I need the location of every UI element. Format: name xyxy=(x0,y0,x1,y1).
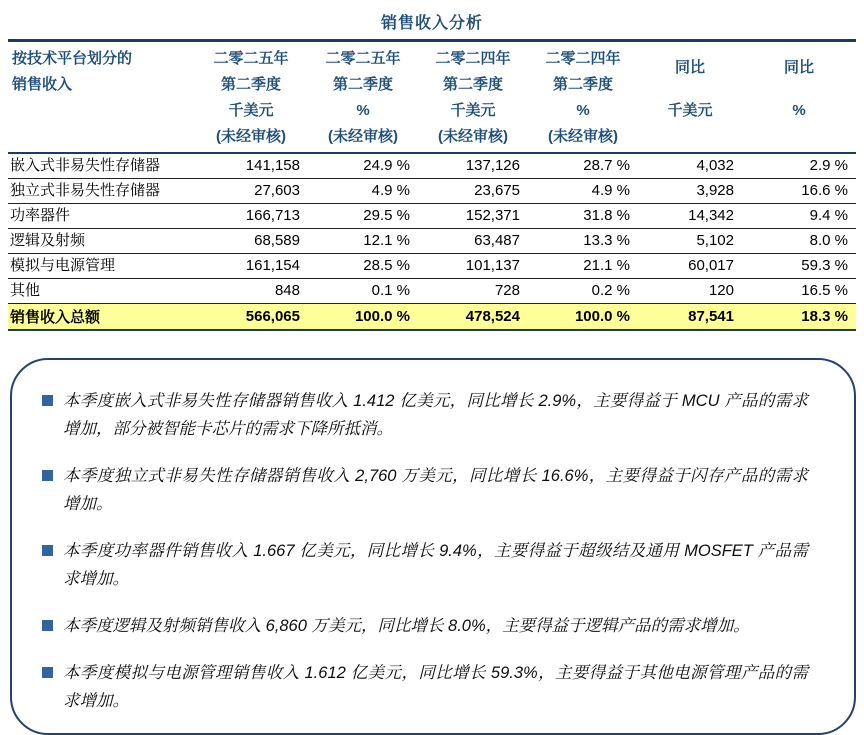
row-label: 独立式非易失性存储器 xyxy=(8,178,194,203)
row-label: 功率器件 xyxy=(8,203,194,228)
table-cell: 166,713 xyxy=(194,203,308,228)
table-cell: 100.0 % xyxy=(308,303,418,330)
column-header-line: 按技术平台划分的 xyxy=(12,50,133,67)
bullet-square-icon xyxy=(42,470,53,481)
note-text: 本季度模拟与电源管理销售收入 1.612 亿美元，同比增长 59.3%，主要得益于其他电源管理产品的需求增加。 xyxy=(63,664,808,710)
column-header-line: 二零二五年 xyxy=(325,50,401,67)
table-cell: 2.9 % xyxy=(742,153,856,178)
list-item xyxy=(42,387,808,443)
table-row xyxy=(8,178,856,203)
column-header-line: 第二季度 xyxy=(552,76,613,93)
table-row xyxy=(8,153,856,178)
row-label: 嵌入式非易失性存储器 xyxy=(8,153,194,178)
table-cell: 16.5 % xyxy=(742,278,856,303)
table-cell: 0.1 % xyxy=(308,278,418,303)
bullet-square-icon xyxy=(42,545,53,556)
page-title: 销售收入分析 xyxy=(380,15,483,32)
column-header-line: 千美元 xyxy=(450,102,496,119)
column-header-line: (未经审核) xyxy=(548,128,618,145)
table-cell: 5,102 xyxy=(638,228,742,253)
table-row xyxy=(8,203,856,228)
table-cell: 728 xyxy=(418,278,528,303)
table-cell: 23,675 xyxy=(418,178,528,203)
list-item xyxy=(42,659,808,715)
table-header-row xyxy=(8,41,856,154)
note-text: 本季度独立式非易失性存储器销售收入 2,760 万美元，同比增长 16.6%，主要得益于闪存产品的需求增加。 xyxy=(63,467,808,513)
table-cell: 141,158 xyxy=(194,153,308,178)
row-label: 逻辑及射频 xyxy=(8,228,194,253)
column-header-line: 第二季度 xyxy=(332,76,393,93)
column-header-2025q2-pct xyxy=(308,41,418,154)
column-header-line: 第二季度 xyxy=(220,76,281,93)
column-header-yoy-pct xyxy=(742,41,856,154)
table-cell: 161,154 xyxy=(194,253,308,278)
note-text: 本季度功率器件销售收入 1.667 亿美元，同比增长 9.4%，主要得益于超级结及通用 MOSFET 产品需求增加。 xyxy=(63,542,808,588)
row-label: 其他 xyxy=(8,278,194,303)
total-row-label: 销售收入总额 xyxy=(8,303,194,330)
column-header-line: (未经审核) xyxy=(438,128,508,145)
table-cell: 848 xyxy=(194,278,308,303)
column-header-2025q2-usd xyxy=(194,41,308,154)
table-cell: 27,603 xyxy=(194,178,308,203)
bullet-square-icon xyxy=(42,395,53,406)
table-cell: 24.9 % xyxy=(308,153,418,178)
note-text: 本季度嵌入式非易失性存储器销售收入 1.412 亿美元，同比增长 2.9%，主要得益于 MCU 产品的需求增加，部分被智能卡芯片的需求下降所抵消。 xyxy=(63,392,808,438)
list-item xyxy=(42,462,808,518)
table-cell: 68,589 xyxy=(194,228,308,253)
column-header-2024q2-usd xyxy=(418,41,528,154)
column-header-line: % xyxy=(356,102,370,119)
column-header-line: 二零二四年 xyxy=(435,50,511,67)
table-cell: 3,928 xyxy=(638,178,742,203)
table-cell: 137,126 xyxy=(418,153,528,178)
table-cell: 16.6 % xyxy=(742,178,856,203)
column-header-line: 第二季度 xyxy=(442,76,503,93)
table-cell: 29.5 % xyxy=(308,203,418,228)
table-cell: 28.5 % xyxy=(308,253,418,278)
column-header-line: (未经审核) xyxy=(328,128,398,145)
table-cell: 18.3 % xyxy=(742,303,856,330)
table-cell: 13.3 % xyxy=(528,228,638,253)
table-cell: 28.7 % xyxy=(528,153,638,178)
note-text: 本季度逻辑及射频销售收入 6,860 万美元，同比增长 8.0%，主要得益于逻辑产品的需求增加。 xyxy=(63,617,750,635)
table-cell: 100.0 % xyxy=(528,303,638,330)
row-label: 模拟与电源管理 xyxy=(8,253,194,278)
table-row xyxy=(8,253,856,278)
table-cell: 101,137 xyxy=(418,253,528,278)
commentary-box xyxy=(10,358,856,735)
table-cell: 60,017 xyxy=(638,253,742,278)
table-row xyxy=(8,278,856,303)
column-header-category xyxy=(8,41,194,154)
table-cell: 9.4 % xyxy=(742,203,856,228)
list-item xyxy=(42,537,808,593)
revenue-table xyxy=(8,39,856,331)
column-header-line: % xyxy=(576,102,590,119)
table-cell: 87,541 xyxy=(638,303,742,330)
column-header-line: 千美元 xyxy=(667,102,713,119)
table-cell: 120 xyxy=(638,278,742,303)
column-header-line: (未经审核) xyxy=(216,128,286,145)
column-header-2024q2-pct xyxy=(528,41,638,154)
column-header-yoy-usd xyxy=(638,41,742,154)
column-header-line: 销售收入 xyxy=(12,76,73,93)
column-header-line: % xyxy=(792,102,806,119)
column-header-line: 千美元 xyxy=(228,102,274,119)
list-item xyxy=(42,612,808,640)
table-cell: 8.0 % xyxy=(742,228,856,253)
table-cell: 478,524 xyxy=(418,303,528,330)
table-cell: 21.1 % xyxy=(528,253,638,278)
bullet-square-icon xyxy=(42,667,53,678)
column-header-line: 二零二四年 xyxy=(545,50,621,67)
table-cell: 4.9 % xyxy=(528,178,638,203)
table-cell: 4.9 % xyxy=(308,178,418,203)
table-cell: 14,342 xyxy=(638,203,742,228)
table-cell: 152,371 xyxy=(418,203,528,228)
column-header-line: 二零二五年 xyxy=(213,50,289,67)
table-cell: 0.2 % xyxy=(528,278,638,303)
column-header-line: 同比 xyxy=(674,59,705,76)
table-total-row xyxy=(8,303,856,330)
bullet-square-icon xyxy=(42,620,53,631)
table-cell: 63,487 xyxy=(418,228,528,253)
table-cell: 31.8 % xyxy=(528,203,638,228)
column-header-line: 同比 xyxy=(783,59,814,76)
table-row xyxy=(8,228,856,253)
table-cell: 12.1 % xyxy=(308,228,418,253)
table-cell: 4,032 xyxy=(638,153,742,178)
table-cell: 59.3 % xyxy=(742,253,856,278)
table-cell: 566,065 xyxy=(194,303,308,330)
